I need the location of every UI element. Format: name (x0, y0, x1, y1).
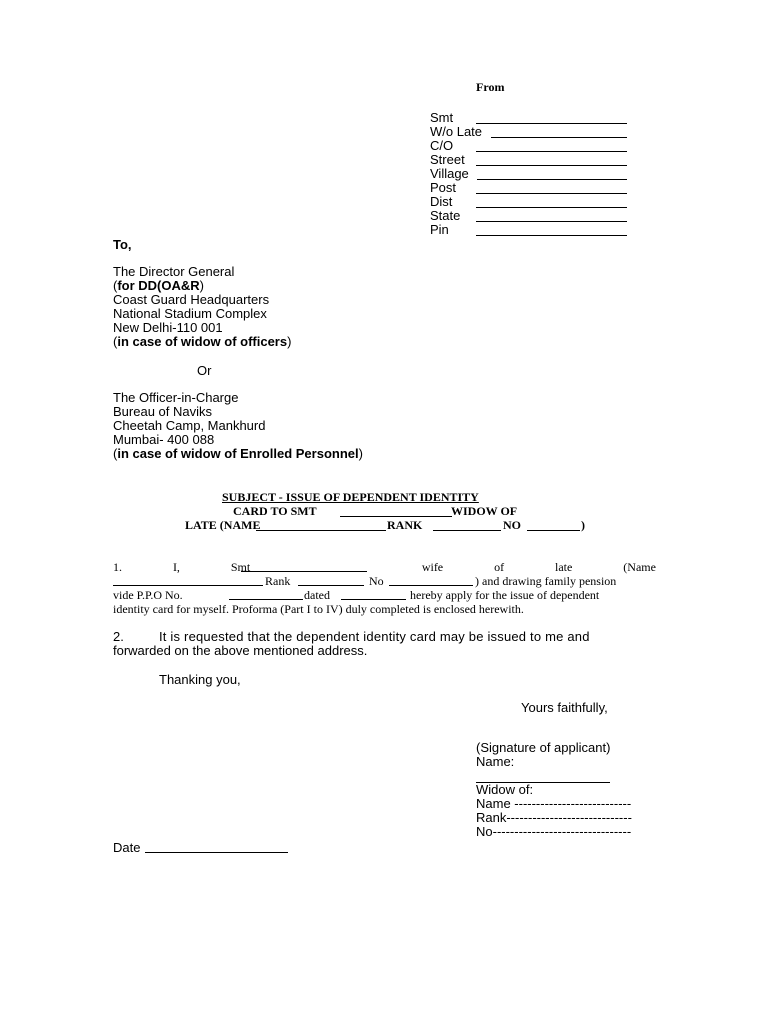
addressee-officer-in-charge (113, 391, 363, 461)
from-field-wo-late: W/o Late (430, 124, 483, 139)
subject-name-blank[interactable] (256, 530, 386, 531)
widow-name-line: Name --------------------------- (476, 796, 632, 811)
from-address-labels (430, 111, 482, 237)
street-blank[interactable] (476, 165, 627, 166)
date-label: Date (113, 840, 141, 855)
para1-ppo-blank[interactable] (229, 599, 303, 600)
signature-label: (Signature of applicant) (476, 740, 611, 755)
subject-smt-blank[interactable] (340, 516, 452, 517)
signature-blank-row (476, 769, 632, 783)
addressee2-line4: Mumbai- 400 088 (113, 432, 215, 447)
from-label: From (476, 80, 505, 94)
addressee1-line5: New Delhi-110 001 (113, 320, 223, 335)
addressee1-line1: The Director General (113, 264, 235, 279)
from-field-street: Street (430, 152, 465, 167)
addressee1-line2: (for DD(OA&R) (113, 278, 205, 293)
thanks-text: Thanking you, (159, 672, 241, 687)
addressee2-line2: Bureau of Naviks (113, 404, 212, 419)
co-blank[interactable] (476, 151, 627, 152)
from-field-village: Village (430, 166, 469, 181)
widow-rank-line: Rank----------------------------- (476, 810, 632, 825)
para1-line3: vide P.P.O No. dated hereby apply for the issue of dependent (113, 588, 600, 602)
date-blank[interactable] (145, 852, 288, 853)
para1-date-blank[interactable] (341, 599, 406, 600)
para2-line2: forwarded on the above mentioned address. (113, 643, 368, 658)
subject-rank-blank[interactable] (433, 530, 501, 531)
addressee2-line1: The Officer-in-Charge (113, 390, 239, 405)
subject-line3: LATE (NAME RANK NO ) (185, 518, 585, 532)
para2-line1: 2. It is requested that the dependent identity card may be issued to me and (113, 629, 590, 644)
to-label: To, (113, 237, 132, 252)
para1-name-blank[interactable] (113, 585, 263, 586)
addressee1-line3: Coast Guard Headquarters (113, 292, 270, 307)
subject-no-blank[interactable] (527, 530, 580, 531)
signature-block (476, 741, 632, 839)
or-label: Or (197, 363, 212, 378)
addressee1-line6: (in case of widow of officers) (113, 334, 292, 349)
subject-line2: CARD TO SMT WIDOW OF (233, 504, 518, 518)
para1-no-blank[interactable] (389, 585, 473, 586)
subject-line1: SUBJECT - ISSUE OF DEPENDENT IDENTITY (222, 490, 479, 504)
wo-late-blank[interactable] (491, 137, 627, 138)
signature-name-label: Name: (476, 754, 515, 769)
village-blank[interactable] (477, 179, 627, 180)
dist-blank[interactable] (476, 207, 627, 208)
para1-rank-blank[interactable] (298, 585, 364, 586)
from-field-post: Post (430, 180, 457, 195)
para1-line2: Rank No ) and drawing family pension (265, 574, 617, 588)
widow-of-label: Widow of: (476, 782, 534, 797)
para1-line4: identity card for myself. Proforma (Part I to IV) duly completed is enclosed herewith. (113, 602, 524, 616)
widow-no-line: No-------------------------------- (476, 824, 632, 839)
pin-blank[interactable] (476, 235, 627, 236)
para1-line1: 1. I, Smt wife of late (Name (113, 560, 656, 574)
para1 (113, 560, 656, 616)
from-field-smt: Smt (430, 110, 454, 125)
closing-text: Yours faithfully, (521, 700, 608, 715)
from-field-dist: Dist (430, 194, 453, 209)
para1-smt-blank[interactable] (241, 571, 367, 572)
addressee2-line5: (in case of widow of Enrolled Personnel) (113, 446, 363, 461)
post-blank[interactable] (476, 193, 627, 194)
addressee1-line4: National Stadium Complex (113, 306, 267, 321)
from-field-state: State (430, 208, 461, 223)
signature-name-blank[interactable] (476, 782, 610, 783)
state-blank[interactable] (476, 221, 627, 222)
from-field-co: C/O (430, 138, 454, 153)
smt-blank[interactable] (476, 123, 627, 124)
addressee2-line3: Cheetah Camp, Mankhurd (113, 418, 266, 433)
para2 (113, 630, 656, 658)
addressee-director-general (113, 265, 291, 349)
from-field-pin: Pin (430, 222, 449, 237)
